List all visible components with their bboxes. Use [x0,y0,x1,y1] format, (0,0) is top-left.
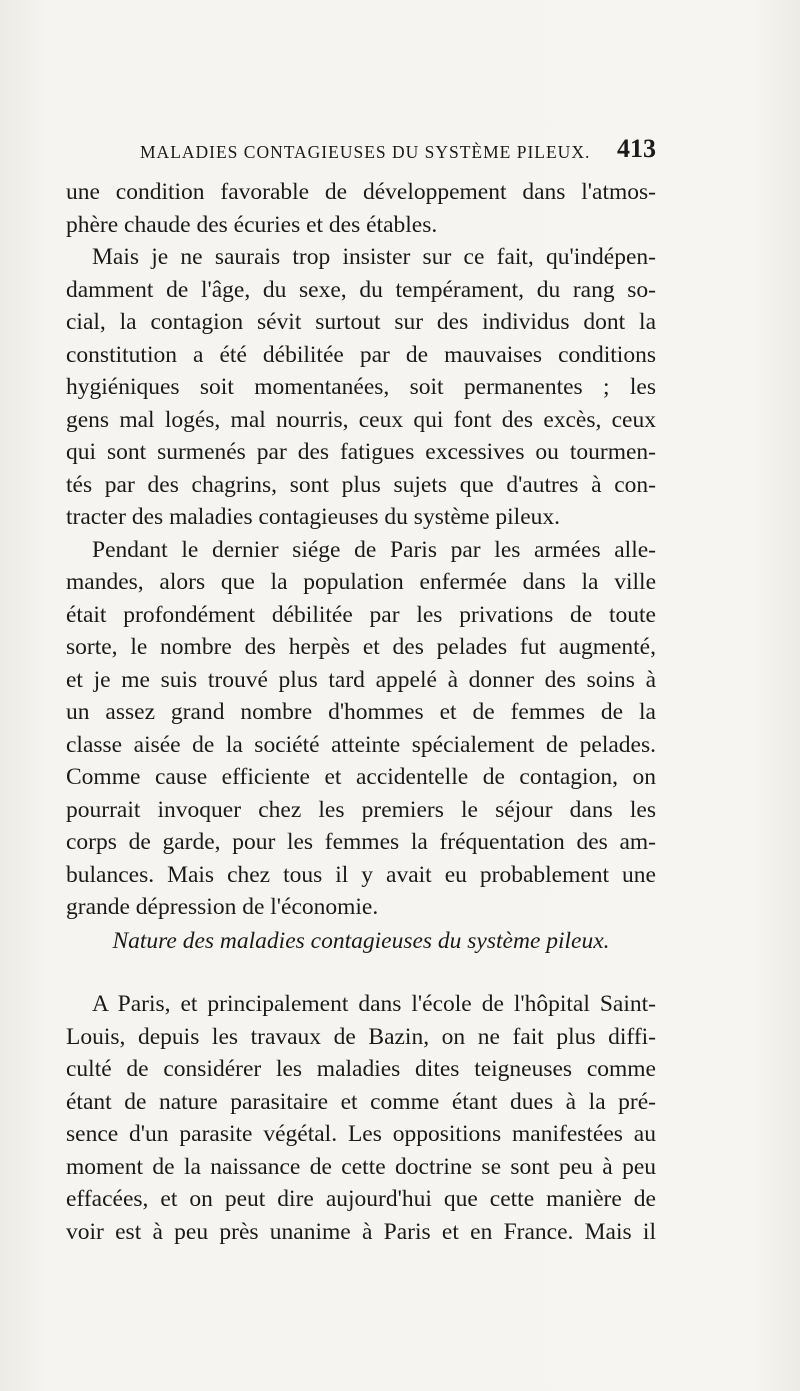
text-line: moment de la naissance de cette doctrine se sont peu à peu [66,1153,656,1180]
text-line: sence d'un parasite végétal. Les oppositions manifestées au [66,1121,656,1147]
text-line: phère chaude des écuries et des étables. [66,211,438,238]
section-heading: Nature des maladies contagieuses du système pileux. [112,928,610,954]
text-line: A Paris, et principalement dans l'école de l'hôpital Saint- [92,991,656,1017]
text-line: constitution a été débilitée par de mauvaises conditions [66,341,656,368]
page-number: 413 [617,134,656,163]
text-line: Louis, depuis les travaux de Bazin, on ne fait plus diffi- [66,1023,656,1050]
text-line: cial, la contagion sévit surtout sur des individus dont la [66,309,656,335]
text-line: culté de considérer les maladies dites teigneuses comme [66,1056,656,1082]
text-line: Pendant le dernier siége de Paris par les armées alle- [92,536,656,563]
text-line: était profondément débilitée par les privations de toute [66,601,656,628]
running-head: MALADIES CONTAGIEUSES DU SYSTÈME PILEUX. [140,142,591,162]
text-line: bulances. Mais chez tous il y avait eu probablement une [66,861,656,888]
text-line: tés par des chagrins, sont plus sujets que d'autres à con- [66,471,656,498]
text-line: sorte, le nombre des herpès et des pelades fut augmenté, [66,634,656,660]
text-line: voir est à peu près unanime à Paris et en France. Mais il [66,1218,656,1245]
text-line: damment de l'âge, du sexe, du tempérament, du rang so- [66,276,656,303]
text-line: Comme cause efficiente et accidentelle de contagion, on [66,764,656,790]
text-line: pourrait invoquer chez les premiers le séjour dans les [66,796,656,823]
text-line: Mais je ne saurais trop insister sur ce fait, qu'indépen- [92,244,656,270]
text-line: et je me suis trouvé plus tard appelé à donner des soins à [66,666,656,693]
main-text [66,176,656,924]
text-line: grande dépression de l'économie. [66,894,379,920]
text-line: mandes, alors que la population enfermée dans la ville [66,569,656,595]
text-line: un assez grand nombre d'hommes et de femmes de la [66,699,656,725]
text-line: tracter des maladies contagieuses du système pileux. [66,504,560,530]
text-line: hygiéniques soit momentanées, soit permanentes ; les [66,374,656,400]
text-line: étant de nature parasitaire et comme étant dues à la pré- [66,1088,656,1115]
main-text-continued [66,988,656,1248]
text-line: effacées, et on peut dire aujourd'hui que cette manière de [66,1186,656,1212]
text-line: corps de garde, pour les femmes la fréquentation des am- [66,829,656,855]
text-line: une condition favorable de développement dans l'atmos- [66,179,656,205]
text-line: gens mal logés, mal nourris, ceux qui font des excès, ceux [66,406,656,433]
page-header [140,134,656,164]
text-line: classe aisée de la société atteinte spécialement de pelades. [66,731,656,758]
text-line: qui sont surmenés par des fatigues excessives ou tourmen- [66,439,656,465]
